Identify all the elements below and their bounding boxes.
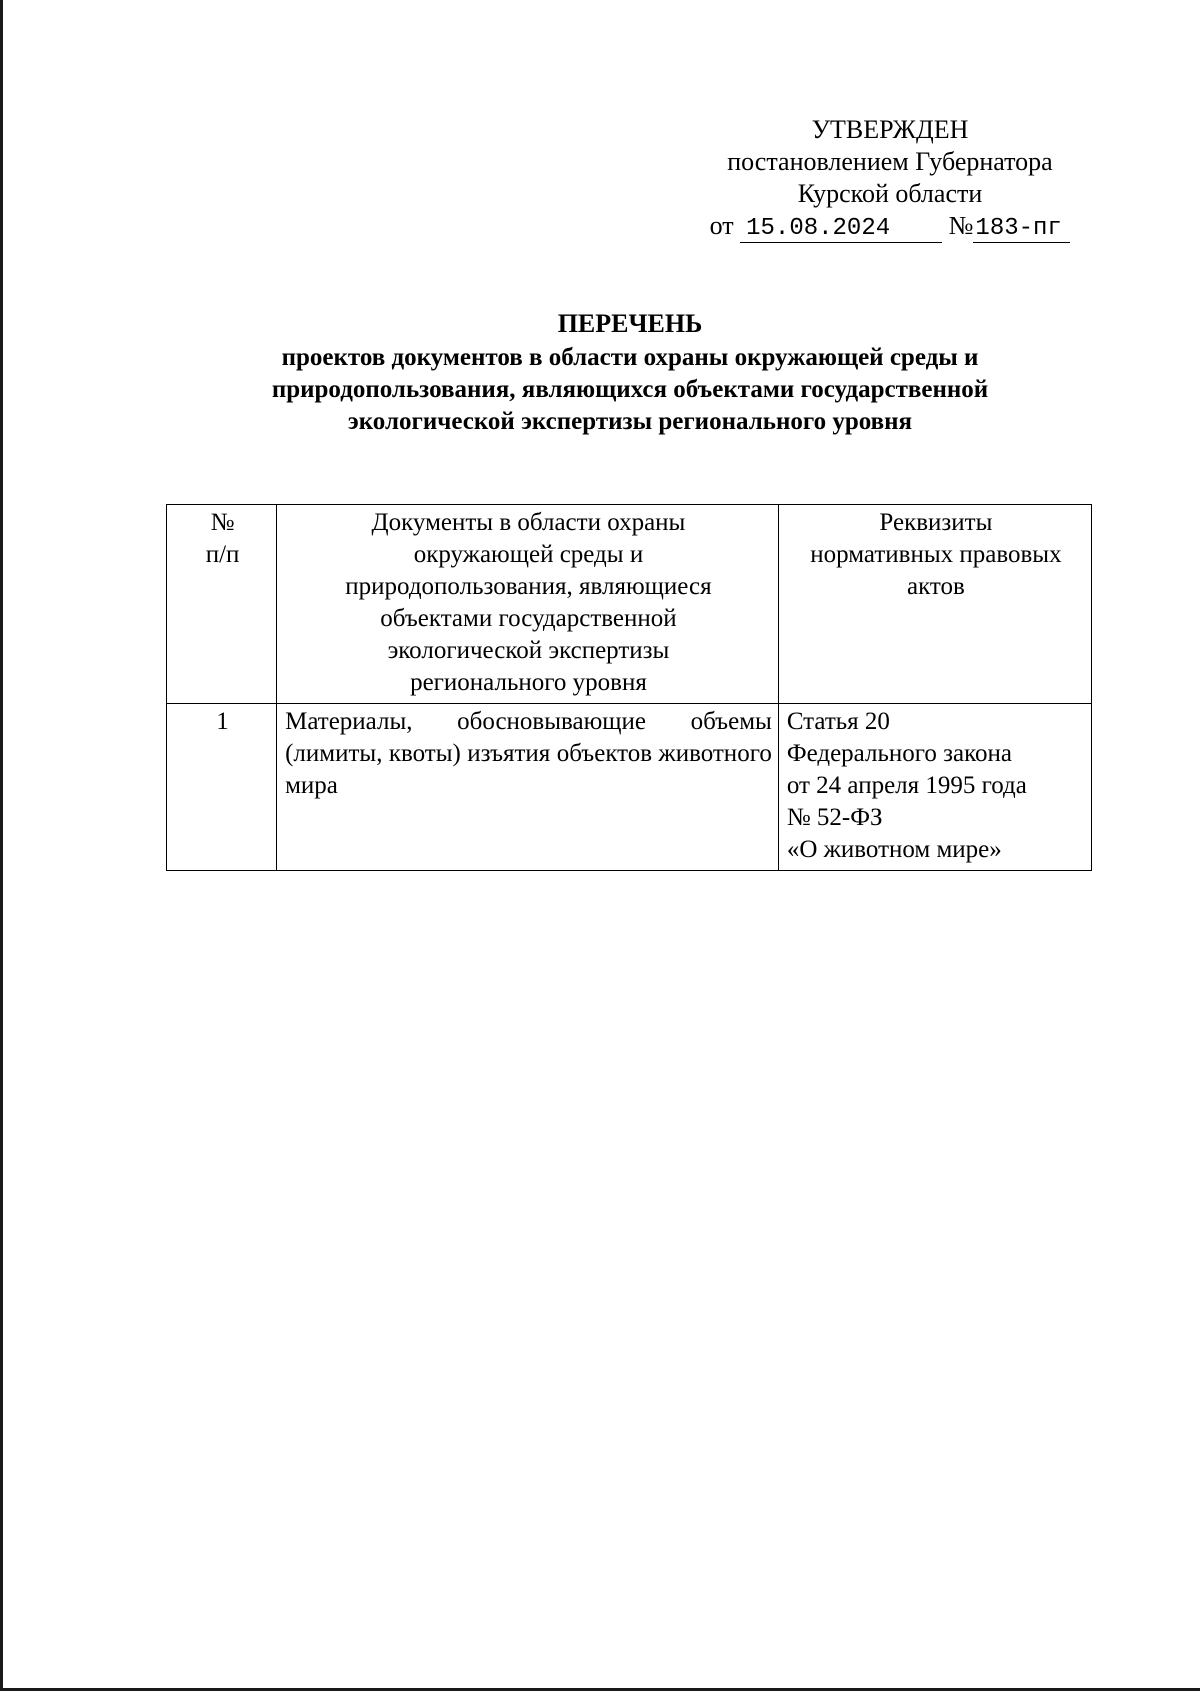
header-documents-line: объектами государственной xyxy=(380,605,677,632)
title-line-1: проектов документов в области охраны окружающей среды и xyxy=(281,344,979,371)
table-row xyxy=(167,704,1092,871)
header-requisites xyxy=(778,505,1091,704)
requisites-line: № 52-ФЗ xyxy=(786,804,883,831)
row-number: 1 xyxy=(167,704,277,871)
header-documents-line: Документы в области охраны xyxy=(371,509,686,536)
requisites-line: Статья 20 xyxy=(786,708,890,735)
approval-region: Курской области xyxy=(797,179,983,208)
header-number-line: п/п xyxy=(205,541,240,568)
row-requisites xyxy=(778,704,1091,871)
approval-stamp: УТВЕРЖДЕН xyxy=(811,115,969,144)
header-requisites-line: Реквизиты xyxy=(879,509,993,536)
title-line-3: экологической экспертизы регионального уровня xyxy=(347,408,913,435)
approval-date: 15.08.2024 xyxy=(740,216,942,243)
requisites-line: «О животном мире» xyxy=(786,836,1002,863)
header-documents-line: природопользования, являющиеся xyxy=(345,573,712,600)
header-requisites-line: нормативных правовых xyxy=(810,541,1062,568)
row-document: Материалы, обосновывающие объемы (лимиты, квоты) изъятия объектов животного мира xyxy=(277,704,779,871)
documents-table xyxy=(166,504,1092,871)
header-number-line: № xyxy=(210,509,235,536)
header-documents xyxy=(277,505,779,704)
requisites-line: Федерального закона xyxy=(786,740,1012,767)
document-title xyxy=(180,308,1080,438)
header-documents-line: окружающей среды и xyxy=(413,541,644,568)
approval-number: 183-пг xyxy=(973,216,1070,243)
header-requisites-line: актов xyxy=(907,573,965,600)
approval-authority: постановлением Губернатора xyxy=(727,147,1053,176)
title-line-2: природопользования, являющихся объектами государственной xyxy=(271,376,989,403)
header-number xyxy=(167,505,277,704)
header-documents-line: экологической экспертизы xyxy=(387,637,670,664)
table-header-row xyxy=(167,505,1092,704)
approval-block xyxy=(680,114,1100,243)
title-heading: ПЕРЕЧЕНЬ xyxy=(557,309,703,338)
approval-date-line xyxy=(680,210,1100,243)
date-prefix: от xyxy=(709,211,734,240)
scan-edge-left xyxy=(0,0,3,1691)
number-prefix: № xyxy=(948,211,974,240)
requisites-line: от 24 апреля 1995 года xyxy=(786,772,1027,799)
header-documents-line: регионального уровня xyxy=(410,669,647,696)
